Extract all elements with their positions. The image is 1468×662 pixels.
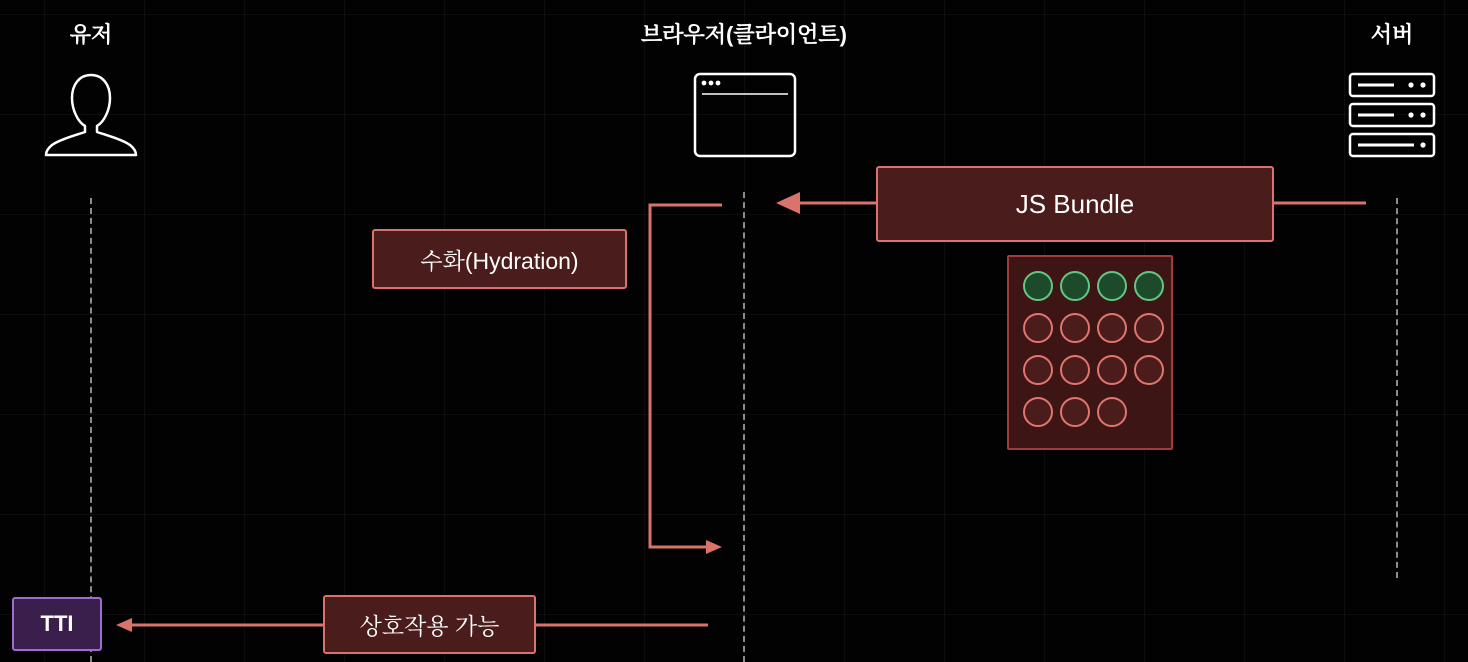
chunk-pending-dot: [1060, 397, 1090, 427]
actor-label-server: 서버: [1370, 22, 1414, 47]
chunk-pending-dot: [1134, 313, 1164, 343]
chunk-pending-dot: [1023, 397, 1053, 427]
chunk-pending-dot: [1060, 355, 1090, 385]
chunk-ready-dot: [1097, 271, 1127, 301]
js-bundle-label: JS Bundle: [1015, 188, 1135, 219]
actor-label-browser: 브라우저(클라이언트): [641, 22, 847, 47]
chunk-pending-dot: [1097, 397, 1127, 427]
interactive-arrowhead: [116, 618, 132, 632]
chunk-pending-dot: [1097, 313, 1127, 343]
tti-badge: [12, 597, 102, 651]
interactive-label: 상호작용 가능: [359, 613, 500, 639]
tti-label: TTI: [40, 611, 74, 636]
actor-label-user: 유저: [69, 22, 113, 47]
chunk-ready-dot: [1023, 271, 1053, 301]
chunk-pending-dot: [1097, 355, 1127, 385]
hydration-label: 수화(Hydration): [420, 247, 579, 274]
chunk-pending-dot: [1023, 355, 1053, 385]
js-bundle-arrowhead: [776, 192, 800, 214]
chunk-ready-dot: [1060, 271, 1090, 301]
bundle-chunk-grid: [1007, 255, 1173, 450]
interactive-message: [323, 595, 536, 654]
hydration-loop-line: [650, 205, 722, 547]
hydration-loop-arrowhead: [706, 540, 722, 554]
chunk-ready-dot: [1134, 271, 1164, 301]
chunk-pending-dot: [1023, 313, 1053, 343]
chunk-pending-dot: [1134, 355, 1164, 385]
chunk-pending-dot: [1060, 313, 1090, 343]
hydration-message: [372, 229, 627, 289]
js-bundle-message: [876, 166, 1274, 242]
